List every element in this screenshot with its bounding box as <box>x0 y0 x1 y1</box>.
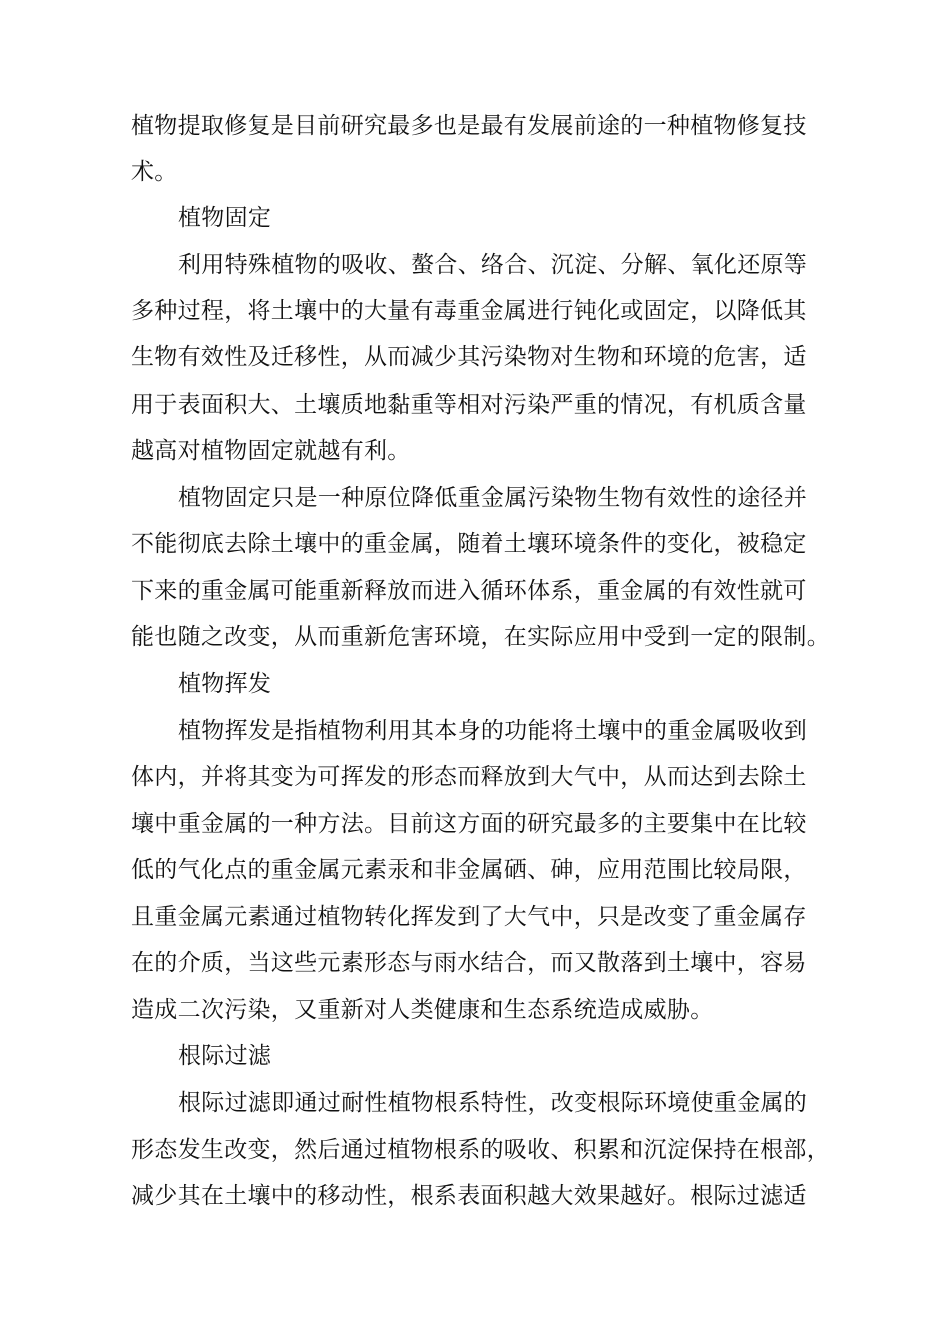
text-line: 用于表面积大、土壤质地黏重等相对污染严重的情况，有机质含量 <box>131 392 807 418</box>
text-line: 术。 <box>131 159 178 185</box>
section-heading: 植物挥发 <box>178 671 272 697</box>
text-line: 壤中重金属的一种方法。目前这方面的研究最多的主要集中在比较 <box>131 811 807 837</box>
text-line: 造成二次污染，又重新对人类健康和生态系统造成威胁。 <box>131 997 714 1023</box>
text-line: 利用特殊植物的吸收、螯合、络合、沉淀、分解、氧化还原等 <box>178 252 808 278</box>
text-line: 植物提取修复是目前研究最多也是最有发展前途的一种植物修复技 <box>131 113 807 139</box>
text-line: 下来的重金属可能重新释放而进入循环体系，重金属的有效性就可 <box>131 578 807 604</box>
text-line: 在的介质，当这些元素形态与雨水结合，而又散落到土壤中，容易 <box>131 950 807 976</box>
text-line: 越高对植物固定就越有利。 <box>131 438 411 464</box>
text-line: 体内，并将其变为可挥发的形态而释放到大气中，从而达到去除土 <box>131 764 807 790</box>
text-line: 不能彻底去除土壤中的重金属，随着土壤环境条件的变化，被稳定 <box>131 531 807 557</box>
section-heading: 根际过滤 <box>178 1043 272 1069</box>
text-line: 形态发生改变，然后通过植物根系的吸收、积累和沉淀保持在根部， <box>131 1137 830 1163</box>
text-line: 生物有效性及迁移性，从而减少其污染物对生物和环境的危害，适 <box>131 344 807 370</box>
text-line: 低的气化点的重金属元素汞和非金属硒、砷，应用范围比较局限， <box>131 857 807 883</box>
text-line: 能也随之改变，从而重新危害环境，在实际应用中受到一定的限制。 <box>131 624 830 650</box>
text-line: 根际过滤即通过耐性植物根系特性，改变根际环境使重金属的 <box>178 1090 808 1116</box>
text-line: 且重金属元素通过植物转化挥发到了大气中，只是改变了重金属存 <box>131 904 807 930</box>
text-line: 多种过程，将土壤中的大量有毒重金属进行钝化或固定，以降低其 <box>131 298 807 324</box>
text-line: 植物固定只是一种原位降低重金属污染物生物有效性的途径并 <box>178 485 808 511</box>
text-line: 减少其在土壤中的移动性，根系表面积越大效果越好。根际过滤适 <box>131 1183 807 1209</box>
section-heading: 植物固定 <box>178 205 272 231</box>
text-line: 植物挥发是指植物利用其本身的功能将土壤中的重金属吸收到 <box>178 718 808 744</box>
